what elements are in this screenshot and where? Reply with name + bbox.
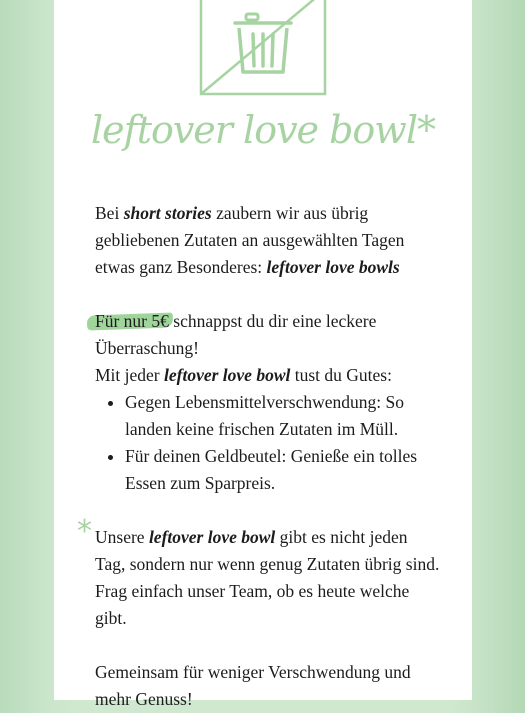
availability-note [77,514,440,632]
brand-name: short stories [123,203,212,223]
list-item: • Gegen Lebensmittelverschwendung: So landen keine frischen Zutaten im Müll. [125,389,440,443]
page-title: leftover love bowl* [90,108,435,152]
asterisk-icon: * [77,514,92,549]
price-highlight: Für nur 5€ [95,308,169,335]
note-text: Unsere [95,527,149,547]
flyer-card [54,0,472,709]
benefits-lead [95,362,440,389]
benefits-lead-text: tust du Gutes: [290,365,392,385]
flyer-body [77,200,440,713]
list-item: • Für deinen Geldbeutel: Genieße ein tolles Essen zum Sparpreis. [125,443,440,497]
intro-text: Bei [95,203,124,223]
offer-paragraph [95,308,440,362]
offer-text: schnappst du dir eine leckere Überraschung! [95,311,377,358]
intro-paragraph [95,200,440,281]
closing-text: Gemeinsam für weniger Verschwendung und mehr Genuss! [95,662,411,709]
product-name: leftover love bowls [266,257,400,277]
benefits-list [95,389,440,497]
benefits-lead-text: Mit jeder [95,365,165,385]
product-name: leftover love bowl [148,527,276,547]
intro-text: zaubern wir aus übrig gebliebenen Zutaten an ausgewählten Tagen etwas ganz Besonderes: [95,203,405,277]
no-trash-icon [199,0,327,96]
product-name: leftover love bowl [164,365,291,385]
note-text: gibt es nicht jeden Tag, sondern nur wenn genug Zutaten übrig sind. Frag einfach unser Team, ob es heute welche gibt. [95,527,440,628]
